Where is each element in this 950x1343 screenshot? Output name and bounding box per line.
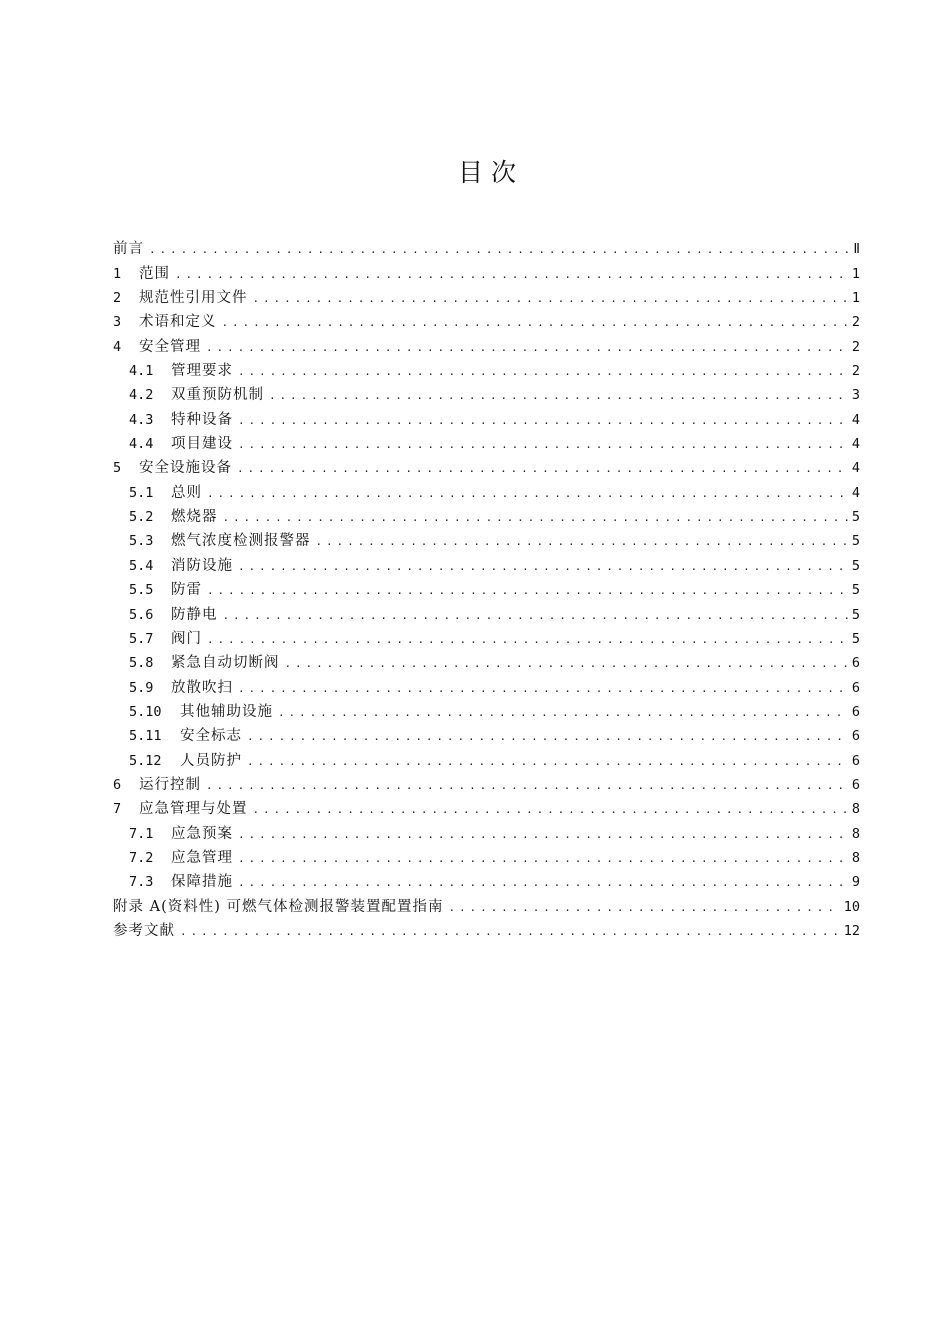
toc-entry-label: 紧急自动切断阀 — [171, 655, 280, 672]
toc-dot-leader — [207, 582, 848, 599]
toc-entry-number: 7.3 — [129, 874, 154, 891]
toc-dot-leader — [238, 363, 848, 380]
toc-entry-page: 2 — [851, 314, 860, 331]
toc-entry-number: 5.1 — [129, 484, 154, 501]
toc-entry-page: 5 — [851, 509, 860, 526]
toc-entry-page: 6 — [851, 728, 860, 745]
toc-entry[interactable] — [113, 794, 860, 818]
toc-entry[interactable] — [113, 258, 860, 282]
toc-entry-label: 燃气浓度检测报警器 — [171, 533, 311, 550]
toc-entry-page: 5 — [851, 557, 860, 574]
toc-entry-page: 6 — [851, 752, 860, 769]
toc-entry-page: 4 — [851, 484, 860, 501]
toc-entry-label: 安全标志 — [180, 728, 242, 745]
toc-entry-number: 5.4 — [129, 557, 154, 574]
toc-entry-label: 前言 — [113, 241, 144, 258]
toc-entry-page: 5 — [851, 533, 860, 550]
toc-entry[interactable] — [113, 721, 860, 745]
toc-entry-label: 燃烧器 — [171, 509, 218, 526]
toc-entry[interactable] — [113, 502, 860, 526]
toc-entry[interactable] — [113, 477, 860, 501]
toc-dot-leader — [223, 607, 848, 624]
toc-entry-label: 阀门 — [171, 630, 202, 647]
toc-entry-number: 5.6 — [129, 606, 154, 623]
toc-entry-number: 6 — [113, 776, 122, 793]
toc-entry-page: 4 — [851, 411, 860, 428]
toc-entry-page: 5 — [851, 582, 860, 599]
toc-entry-page: 3 — [851, 387, 860, 404]
toc-dot-leader — [238, 850, 848, 867]
toc-entry-label: 人员防护 — [180, 752, 242, 769]
toc-entry-number: 5 — [113, 460, 122, 477]
toc-entry-label: 参考文献 — [113, 922, 175, 939]
toc-dot-leader — [253, 290, 848, 307]
toc-entry-label: 其他辅助设施 — [180, 703, 273, 720]
toc-entry-number: 5.10 — [129, 703, 162, 720]
toc-entry[interactable] — [113, 307, 860, 331]
toc-entry-number: 7 — [113, 801, 122, 818]
toc-entry-label: 应急管理 — [171, 849, 233, 866]
toc-entry-label: 附录 A(资料性) 可燃气体检测报警装置配置指南 — [113, 898, 444, 915]
toc-entry-page: 4 — [851, 436, 860, 453]
toc-dot-leader — [278, 704, 848, 721]
toc-dot-leader — [247, 753, 848, 770]
toc-entry-label: 规范性引用文件 — [139, 290, 248, 307]
toc-dot-leader — [237, 460, 848, 477]
toc-entry[interactable] — [113, 916, 860, 940]
toc-entry-page: 6 — [851, 703, 860, 720]
toc-entry-number: 5.11 — [129, 728, 162, 745]
toc-entry-page: 8 — [851, 825, 860, 842]
toc-entry-number: 2 — [113, 290, 122, 307]
toc-entry-page: 6 — [851, 776, 860, 793]
toc-entry[interactable] — [113, 818, 860, 842]
toc-dot-leader — [238, 436, 848, 453]
toc-entry-number: 5.8 — [129, 655, 154, 672]
toc-dot-leader — [175, 266, 848, 283]
toc-entry-page: Ⅱ — [853, 241, 860, 258]
toc-dot-leader — [207, 485, 848, 502]
toc-dot-leader — [206, 777, 848, 794]
toc-entry[interactable] — [113, 234, 860, 258]
toc-dot-leader — [206, 339, 848, 356]
toc-entry-page: 6 — [851, 655, 860, 672]
toc-entry-page: 1 — [851, 265, 860, 282]
toc-entry-page: 2 — [851, 363, 860, 380]
toc-entry-number: 5.9 — [129, 679, 154, 696]
toc-entry-number: 5.5 — [129, 582, 154, 599]
toc-entry-label: 运行控制 — [139, 776, 201, 793]
toc-entry[interactable] — [113, 672, 860, 696]
toc-entry-label: 消防设施 — [171, 557, 233, 574]
toc-dot-leader — [316, 533, 848, 550]
toc-entry-number: 5.3 — [129, 533, 154, 550]
toc-dot-leader — [222, 314, 848, 331]
toc-entry-number: 4.1 — [129, 363, 154, 380]
toc-entry-page: 5 — [851, 630, 860, 647]
toc-entry-label: 保障措施 — [171, 874, 233, 891]
toc-dot-leader — [238, 558, 848, 575]
toc-dot-leader — [149, 241, 849, 258]
toc-entry-label: 术语和定义 — [139, 314, 217, 331]
toc-entry[interactable] — [113, 648, 860, 672]
toc-entry[interactable] — [113, 697, 860, 721]
toc-entry-page: 1 — [851, 290, 860, 307]
page-title: 目 次 — [458, 158, 516, 187]
toc-dot-leader — [247, 728, 848, 745]
toc-entry[interactable] — [113, 745, 860, 769]
toc-dot-leader — [238, 874, 848, 891]
toc-entry[interactable] — [113, 891, 860, 915]
toc-entry[interactable] — [113, 356, 860, 380]
toc-entry[interactable] — [113, 331, 860, 355]
toc-entry[interactable] — [113, 575, 860, 599]
toc-entry[interactable] — [113, 624, 860, 648]
toc-entry-page: 12 — [843, 922, 860, 939]
toc-dot-leader — [207, 631, 848, 648]
toc-dot-leader — [238, 826, 848, 843]
toc-entry-page: 8 — [851, 849, 860, 866]
toc-entry[interactable] — [113, 843, 860, 867]
toc-entry-page: 5 — [851, 606, 860, 623]
toc-entry-label: 范围 — [139, 265, 170, 282]
toc-entry-label: 特种设备 — [171, 411, 233, 428]
toc-entry[interactable] — [113, 429, 860, 453]
toc-entry-label: 防雷 — [171, 582, 202, 599]
toc-entry[interactable] — [113, 283, 860, 307]
toc-entry-page: 6 — [851, 679, 860, 696]
toc-entry-number: 4.3 — [129, 411, 154, 428]
toc-entry-number: 1 — [113, 265, 122, 282]
toc-entry-number: 4.2 — [129, 387, 154, 404]
toc-entry-label: 应急管理与处置 — [139, 801, 248, 818]
toc-entry-label: 防静电 — [171, 606, 218, 623]
toc-dot-leader — [238, 680, 848, 697]
toc-entry-label: 总则 — [171, 484, 202, 501]
toc-dot-leader — [253, 801, 848, 818]
toc-dot-leader — [238, 412, 848, 429]
toc-entry[interactable] — [113, 404, 860, 428]
toc-entry-number: 4.4 — [129, 436, 154, 453]
toc-entry-number: 3 — [113, 314, 122, 331]
toc-entry-number: 7.1 — [129, 825, 154, 842]
toc-entry-page: 4 — [851, 460, 860, 477]
toc-entry[interactable] — [113, 526, 860, 550]
toc-entry-label: 双重预防机制 — [171, 387, 264, 404]
toc-entry-page: 9 — [851, 874, 860, 891]
toc-entry-number: 7.2 — [129, 849, 154, 866]
toc-entry-label: 项目建设 — [171, 436, 233, 453]
toc-dot-leader — [223, 509, 848, 526]
toc-entry-number: 5.2 — [129, 509, 154, 526]
toc-entry-number: 4 — [113, 338, 122, 355]
toc-entry[interactable] — [113, 380, 860, 404]
toc-entry-page: 2 — [851, 338, 860, 355]
toc-dot-leader — [180, 923, 840, 940]
toc-entry-label: 放散吹扫 — [171, 679, 233, 696]
toc-entry-number: 5.7 — [129, 630, 154, 647]
toc-entry-label: 应急预案 — [171, 825, 233, 842]
toc-entry-label: 安全设施设备 — [139, 460, 232, 477]
toc-entry-page: 10 — [843, 898, 860, 915]
toc-entry[interactable] — [113, 770, 860, 794]
toc-entry-page: 8 — [851, 801, 860, 818]
toc-entry-label: 管理要求 — [171, 363, 233, 380]
toc-entry-number: 5.12 — [129, 752, 162, 769]
toc-entry[interactable] — [113, 453, 860, 477]
toc-entry[interactable] — [113, 867, 860, 891]
toc-dot-leader — [285, 655, 848, 672]
toc-entry-label: 安全管理 — [139, 338, 201, 355]
toc-dot-leader — [449, 899, 840, 916]
toc-entry[interactable] — [113, 550, 860, 574]
toc-dot-leader — [269, 387, 848, 404]
table-of-contents — [113, 234, 860, 940]
toc-entry[interactable] — [113, 599, 860, 623]
